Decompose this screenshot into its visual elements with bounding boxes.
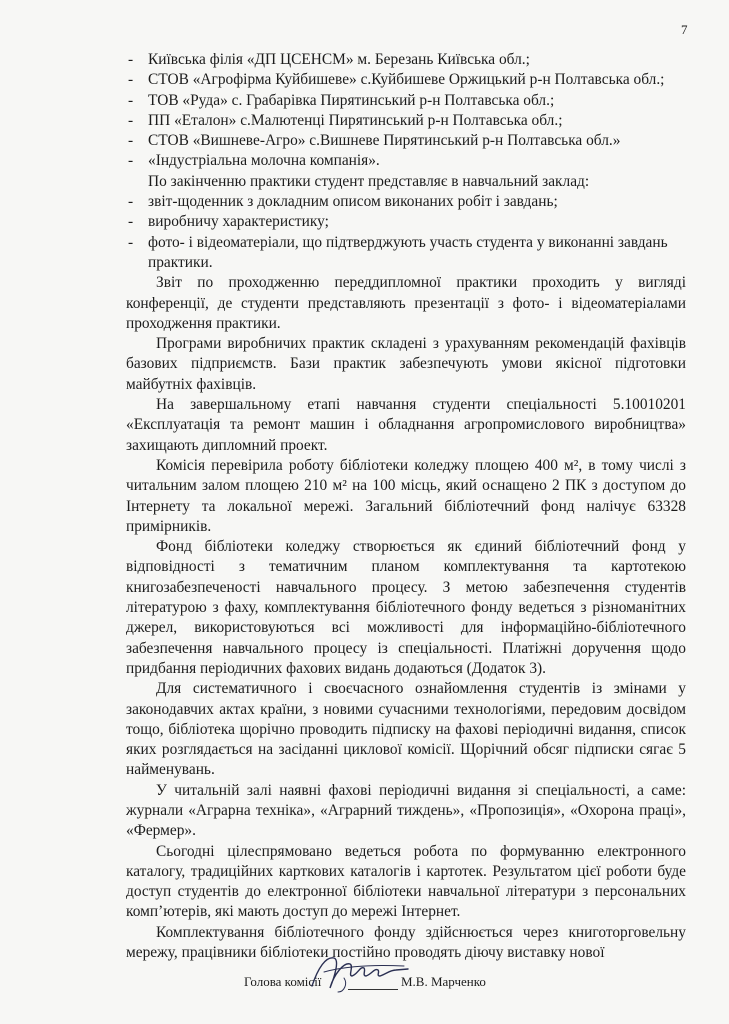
list-item: - ПП «Еталон» с.Малютенці Пирятинський р-н Полтавська обл.; — [126, 111, 686, 131]
list-item: - виробничу характеристику; — [126, 212, 686, 232]
paragraph: Фонд бібліотеки коледжу створюється як єдиний бібліотечний фонд у відповідності з тематичним планом комплектування та картотекою книгозабезпеченості навчального процесу. З метою забезпечення студентів літературою з фаху, комплектування бібліотечного фонду ведеться з різноманітних джерел, використовуються всі можливості для інформаційно-бібліотечного забезпечення навчального процесу із спеціальності. Платіжні доручення щодо придбання періодичних фахових видань додаються (Додаток 3). — [126, 538, 686, 677]
list-item: - ТОВ «Руда» с. Грабарівка Пирятинський р-н Полтавська обл.; — [126, 91, 686, 111]
report-materials-list — [126, 192, 686, 273]
signature-label: Голова комісії — [244, 974, 322, 989]
intro-line: По закінченню практики студент представляє в навчальний заклад: — [148, 172, 590, 190]
paragraph: Сьогодні цілеспрямовано ведеться робота по формуванню електронного каталогу, традиційних карткових каталогів і картотек. Результатом цієї роботи буде доступ студентів до електронної бібліотеки навчальної літератури з персональних комп’ютерів, які мають доступ до мережі Інтернет. — [126, 842, 686, 921]
list-item: - СТОВ «Агрофірма Куйбишеве» с.Куйбишеве Оржицький р-н Полтавська обл.; — [126, 70, 686, 90]
paragraph: Комплектування бібліотечного фонду здійснюється через книготорговельну мережу, працівники бібліотеки постійно проводять діючу виставку нової — [126, 923, 686, 962]
paragraph: У читальній залі наявні фахові періодичні видання зі спеціальності, а саме: журнали «Аграрна техніка», «Аграрний тиждень», «Пропозиція», «Охорона праці», «Фермер». — [126, 781, 686, 840]
list-item: - звіт-щоденник з докладним описом виконаних робіт і завдань; — [126, 192, 686, 212]
practice-bases-list — [126, 50, 686, 172]
page-number: 7 — [681, 22, 688, 37]
list-item: - «Індустріальна молочна компанія». — [126, 151, 686, 171]
paragraph: Звіт по проходженню переддипломної практики проходить у вигляді конференції, де студенти представляють презентації з фото- і відеоматеріалами проходження практики. — [126, 274, 686, 332]
paragraph: Програми виробничих практик складені з урахуванням рекомендацій фахівців базових підприємств. Бази практик забезпечують умови якісної підготовки майбутніх фахівців. — [126, 335, 686, 393]
chairman-name: М.В. Марченко — [401, 974, 486, 989]
list-item: - СТОВ «Вишневе-Агро» с.Вишневе Пирятинський р-н Полтавська обл.» — [126, 131, 686, 151]
list-item: - Київська філія «ДП ЦСЕНСМ» м. Березань Київська обл.; — [126, 50, 686, 70]
paragraph: Для систематичного і своєчасного ознайомлення студентів із змінами у законодавчих актах країни, з новими сучасними технологіями, передовим досвідом тощо, бібліотека щорічно проводить підписку на фахові періодичні видання, список яких розглядається на засіданні циклової комісії. Щорічний обсяг підписки сягає 5 найменувань. — [126, 680, 686, 779]
document-body — [126, 50, 686, 963]
paragraph: На завершальному етапі навчання студенти спеціальності 5.10010201 «Експлуатація та ремонт машин і обладнання агропромислового виробництва» захищають дипломний проект. — [126, 396, 686, 454]
paragraph: Комісія перевірила роботу бібліотеки коледжу площею 400 м², в тому числі з читальним залом площею 210 м² на 100 місць, який оснащено 2 ПК з доступом до Інтернету та локальної мережі. Загальний бібліотечний фонд налічує 63328 примірників. — [126, 456, 686, 535]
handwritten-signature — [304, 948, 414, 994]
list-item: - фото- і відеоматеріали, що підтверджують участь студента у виконанні завдань практики. — [126, 233, 686, 274]
